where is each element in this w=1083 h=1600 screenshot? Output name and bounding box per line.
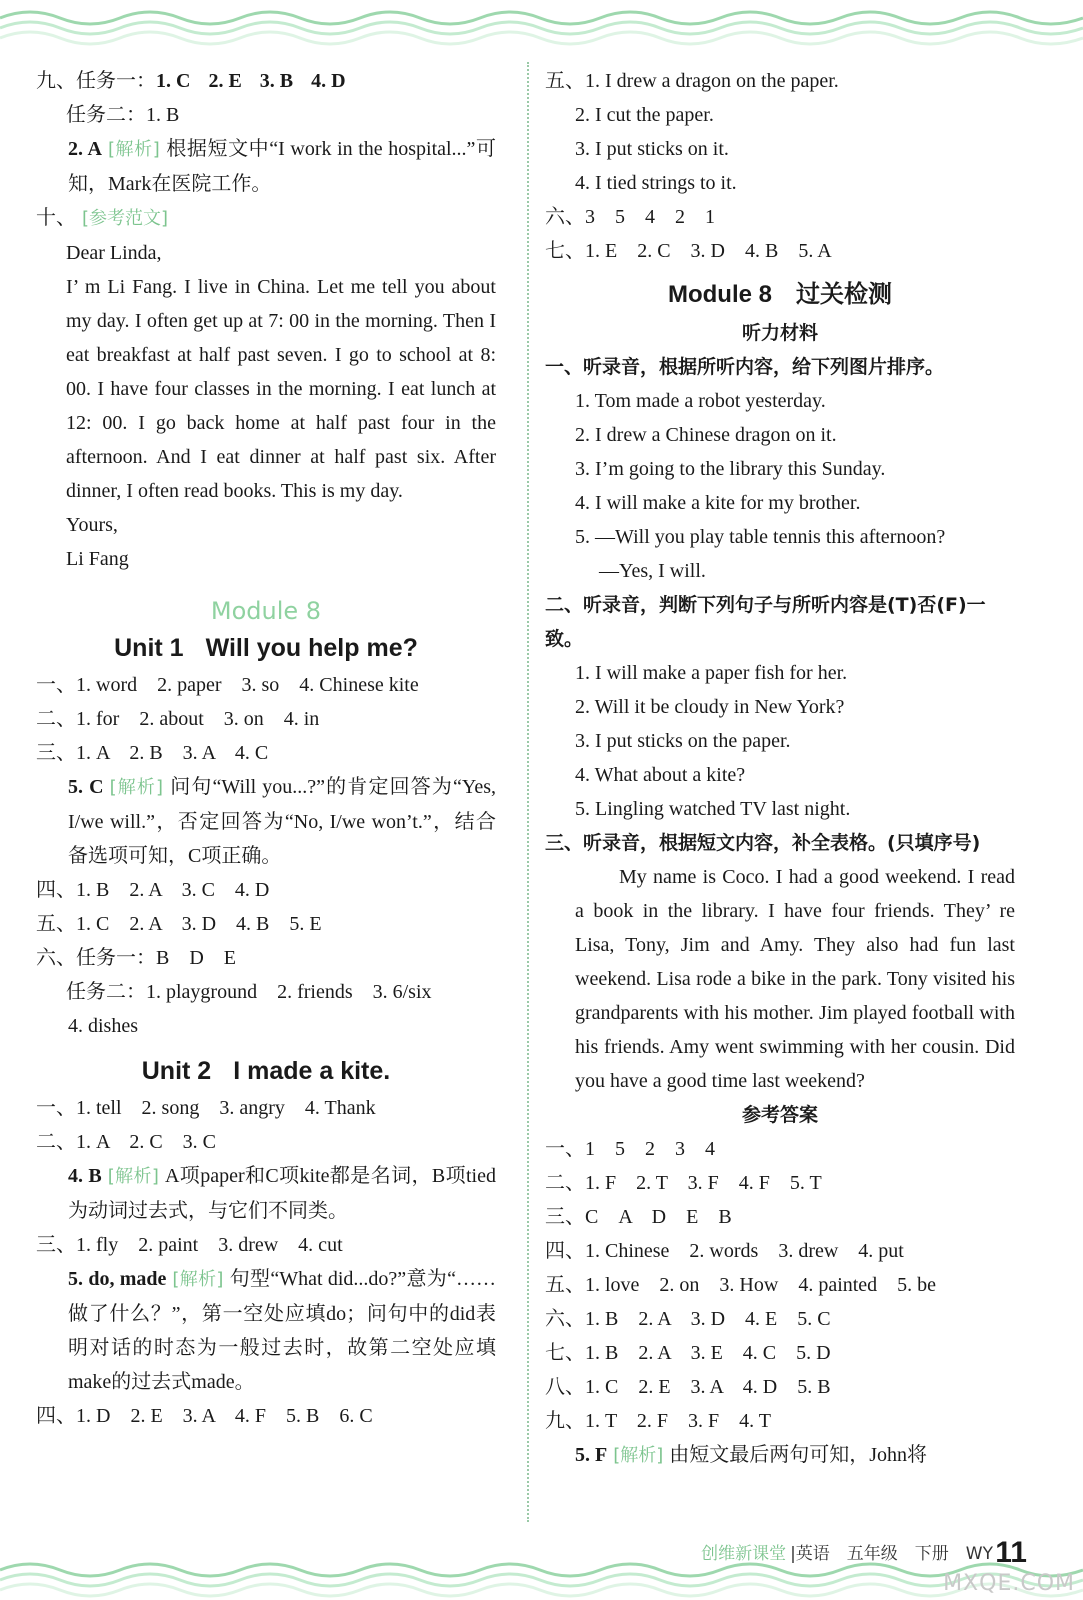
answer-line: 四、1. B 2. A 3. C 4. D — [36, 879, 270, 901]
answer-line: 一、1 5 2 3 4 — [545, 1138, 715, 1160]
reference-answers-title: 参考答案 — [741, 1104, 818, 1126]
left-column — [36, 64, 496, 1433]
answer-line: 一、1. word 2. paper 3. so 4. Chinese kite — [36, 674, 419, 696]
script-line: 4. What about a kite? — [575, 764, 746, 786]
listening-material-title: 听力材料 — [741, 322, 818, 344]
answer-line: 4. I tied strings to it. — [575, 172, 737, 194]
answer-line: 五、1. C 2. A 3. D 4. B 5. E — [36, 913, 322, 935]
essay-greeting: Dear Linda, — [66, 242, 162, 264]
essay-signature: Li Fang — [66, 548, 129, 570]
watermark: MXQE.COM — [943, 1571, 1075, 1596]
answer-line: 三、1. A 2. B 3. A 4. C — [36, 742, 269, 764]
script-line: 2. Will it be cloudy in New York? — [575, 696, 845, 718]
answer-line: 二、1. for 2. about 3. on 4. in — [36, 708, 320, 730]
essay-closing: Yours, — [66, 514, 118, 536]
answer-line: 3. I put sticks on it. — [575, 138, 729, 160]
brand-name: 创维新课堂 — [701, 1544, 787, 1564]
question-heading: 二、听录音，判断下列句子与所听内容是(T)否(F)一致。 — [545, 594, 986, 650]
analysis-tag: [解析] — [107, 139, 160, 160]
script-line: 5. Lingling watched TV last night. — [575, 798, 851, 820]
sample-essay-tag: [参考范文] — [82, 208, 169, 229]
answer-line: 任务二：1. B — [66, 104, 180, 126]
answer-line: 十、 [参考范文] — [36, 207, 169, 229]
answer-line: 三、C A D E B — [545, 1206, 732, 1228]
module-test-title: Module 8 过关检测 — [667, 281, 892, 308]
answer-line: 六、1. B 2. A 3. D 4. E 5. C — [545, 1308, 831, 1330]
book-info: |英语 五年级 下册 WY — [790, 1544, 993, 1564]
script-line: 3. I’m going to the library this Sunday. — [575, 458, 886, 480]
page-number: 11 — [995, 1536, 1027, 1569]
answer-line: 四、1. Chinese 2. words 3. drew 4. put — [545, 1240, 904, 1262]
module-heading: Module 8 — [210, 597, 322, 625]
script-line: 5. —Will you play table tennis this afternoon? — [575, 526, 946, 548]
answer-line: 三、1. fly 2. paint 3. drew 4. cut — [36, 1234, 343, 1256]
unit2-title: Unit 2 I made a kite. — [141, 1057, 391, 1085]
answer-line: 2. I cut the paper. — [575, 104, 714, 126]
script-line: —Yes, I will. — [599, 560, 706, 582]
answer-line: 四、1. D 2. E 3. A 4. F 5. B 6. C — [36, 1405, 373, 1427]
answer-explanation: 5. F [解析] 由短文最后两句可知，John将 — [575, 1444, 928, 1466]
answer-explanation: 5. C [解析] 问句“Will you...?”的肯定回答为“Yes, I/we will.”，否定回答为“No, I/we won’t.”，结合备选项可知，C项正确。 — [68, 776, 497, 867]
answer-line: 任务二：1. playground 2. friends 3. 6/six — [66, 981, 432, 1003]
answer-line: 八、1. C 2. E 3. A 4. D 5. B — [545, 1376, 831, 1398]
analysis-tag: [解析] — [613, 1445, 664, 1466]
answer-line: 七、1. B 2. A 3. E 4. C 5. D — [545, 1342, 831, 1364]
answer-explanation: 2. A [解析] 根据短文中“I work in the hospital...”可知，Mark在医院工作。 — [68, 138, 497, 195]
answer-line: 六、任务一：B D E — [36, 947, 236, 969]
analysis-tag: [解析] — [107, 1166, 159, 1187]
answer-line: 一、1. tell 2. song 3. angry 4. Thank — [36, 1097, 376, 1119]
right-column — [545, 64, 1015, 1473]
column-divider — [527, 62, 529, 1522]
answer-line: 二、1. A 2. C 3. C — [36, 1131, 217, 1153]
answer-line: 九、1. T 2. F 3. F 4. T — [545, 1410, 771, 1432]
answer-explanation: 4. B [解析] A项paper和C项kite都是名词，B项tied为动词过去式，与它们不同类。 — [68, 1165, 496, 1222]
script-line: 2. I drew a Chinese dragon on it. — [575, 424, 837, 446]
answer-line: 五、1. love 2. on 3. How 4. painted 5. be — [545, 1274, 937, 1296]
answer-line: 七、1. E 2. C 3. D 4. B 5. A — [545, 240, 832, 262]
essay-body: I’ m Li Fang. I live in China. Let me tell you about my day. I often get up at 7: 00 in the morning. Then I eat breakfast at half past seven. I go to school at 8: 00. I have four classes in the morning. I eat lunch at 12: 00. I go back home at half past four in the afternoon. And I eat dinner at half past six. After dinner, I often read books. This is my day. — [66, 276, 496, 502]
script-line: 1. Tom made a robot yesterday. — [575, 390, 826, 412]
listening-passage: My name is Coco. I had a good weekend. I read a book in the library. I have four friends. They’ re Lisa, Tony, Jim and Amy. They also had fun last weekend. Lisa rode a bike in the park. Tony visited his grandparents with his mother. Jim played football with his friends. Amy went swimming with her cousin. Did you have a good time last weekend? — [575, 866, 1015, 1092]
analysis-tag: [解析] — [172, 1269, 224, 1290]
answer-line: 六、3 5 4 2 1 — [545, 206, 715, 228]
answer-line: 九、任务一：1. C 2. E 3. B 4. D — [36, 70, 346, 92]
answer-line: 4. dishes — [68, 1015, 138, 1037]
question-heading: 一、听录音，根据所听内容，给下列图片排序。 — [545, 356, 945, 378]
answer-line: 二、1. F 2. T 3. F 4. F 5. T — [545, 1172, 822, 1194]
script-line: 4. I will make a kite for my brother. — [575, 492, 861, 514]
script-line: 3. I put sticks on the paper. — [575, 730, 791, 752]
analysis-tag: [解析] — [109, 777, 164, 798]
answer-explanation: 5. do, made [解析] 句型“What did...do?”意为“……做了什么？”，第一空处应填do；问句中的did表明对话的时态为一般过去时，故第二空处应填make的过去式made。 — [68, 1268, 497, 1393]
answer-line: 五、1. I drew a dragon on the paper. — [545, 70, 839, 92]
question-heading: 三、听录音，根据短文内容，补全表格。(只填序号) — [545, 832, 981, 854]
script-line: 1. I will make a paper fish for her. — [575, 662, 848, 684]
page-footer — [701, 1539, 993, 1564]
unit1-title: Unit 1 Will you help me? — [114, 634, 418, 662]
top-wave-decoration — [0, 0, 1083, 60]
